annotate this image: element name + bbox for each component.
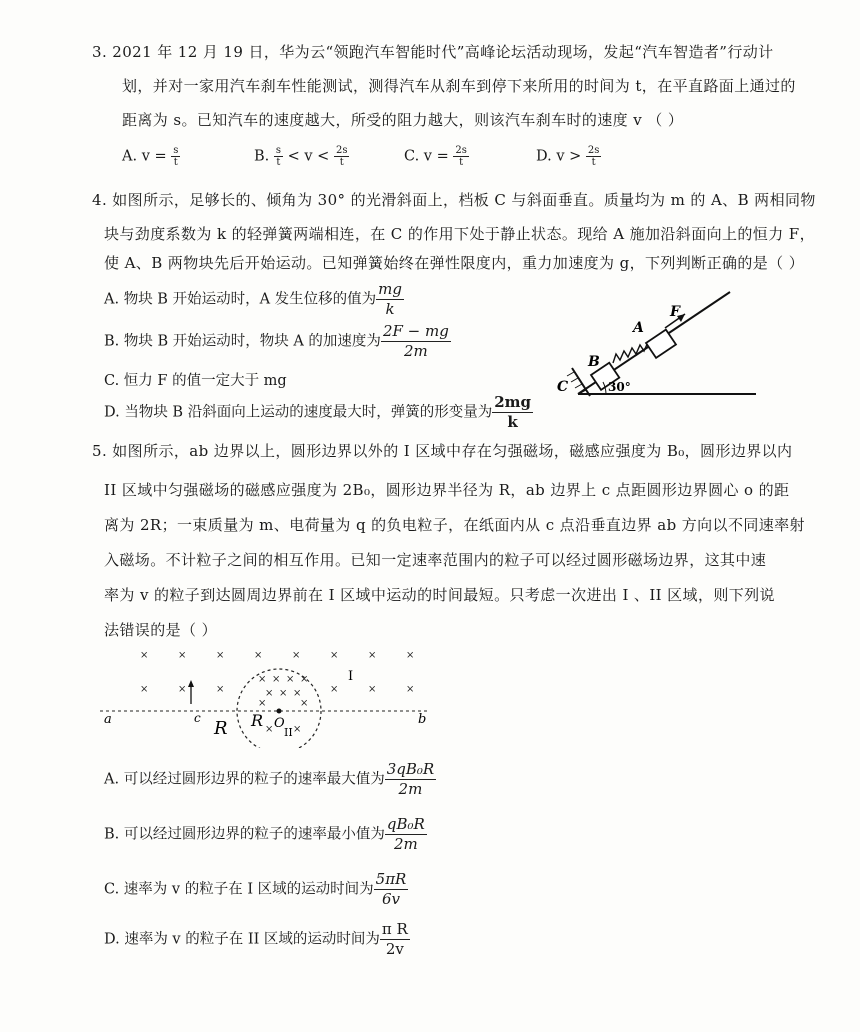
q5-option-d-text: D. 速率为 v 的粒子在 II 区域的运动时间为: [104, 931, 380, 948]
q3-option-b-fraction1: [274, 145, 283, 168]
q5-option-a-text: A. 可以经过圆形边界的粒子的速率最大值为: [104, 771, 385, 788]
cross-mark: ×: [140, 650, 149, 661]
label-c: C: [557, 379, 569, 395]
q5-option-b-text: B. 可以经过圆形边界的粒子的速率最小值为: [104, 826, 385, 843]
cross-mark: ×: [279, 688, 288, 699]
q5-text-line2: II 区域中匀强磁场的磁感应强度为 2B₀，圆形边界半径为 R，ab 边界上 c 点距圆形边界圆心 o 的距: [104, 481, 790, 499]
label-b: B: [588, 354, 600, 370]
q3-option-c-label: C. v =: [404, 148, 449, 165]
fraction-numerator: qB₀R: [386, 815, 425, 833]
q4-option-c: C. 恒力 F 的值一定大于 mg: [104, 373, 287, 389]
fraction-numerator: s: [275, 145, 282, 156]
fraction-denominator: k: [385, 300, 395, 318]
fraction-denominator: 2v: [385, 940, 404, 958]
cross-mark: ×: [293, 688, 302, 699]
cross-mark: ×: [258, 698, 267, 709]
q5-option-b-fraction: [385, 815, 427, 854]
q5-option-a-fraction: [385, 760, 436, 799]
q5-text-line4: 入磁场。不计粒子之间的相互作用。已知一定速率范围内的粒子可以经过圆形磁场边界，这其中速: [104, 551, 767, 569]
q3-option-b-label: B.: [254, 148, 270, 165]
q3-option-a-fraction: [171, 145, 180, 168]
label-a: A: [633, 320, 644, 336]
cross-mark: ×: [368, 684, 377, 695]
q4-option-a-fraction: [376, 280, 404, 319]
q5-text-line1: 5. 如图所示，ab 边界以上，圆形边界以外的 I 区域中存在匀强磁场，磁感应强度为 B₀，圆形边界以内: [92, 442, 793, 460]
cross-mark: ×: [406, 650, 415, 661]
cross-mark: ×: [300, 698, 309, 709]
cross-mark: ×: [330, 684, 339, 695]
q5-option-a: [104, 760, 436, 799]
fraction-denominator: 6v: [381, 890, 401, 908]
cross-mark: ×: [178, 684, 187, 695]
velocity-arrow-head: [188, 680, 194, 687]
cross-mark: ×: [265, 724, 274, 735]
fraction-numerator: s: [173, 145, 179, 156]
cross-mark: ×: [216, 684, 225, 695]
q3-text-line2: 划，并对一家用汽车刹车性能测试，测得汽车从刹车到停下来所用的时间为 t，在平直路面上通过的: [122, 77, 796, 95]
q3-option-b-fraction2: [334, 145, 350, 168]
fraction-numerator: π R: [381, 920, 408, 938]
cross-mark: ×: [406, 684, 415, 695]
fraction-denominator: t: [459, 157, 464, 168]
cross-mark: ×: [216, 650, 225, 661]
q5-text-line6: 法错误的是（ ）: [104, 621, 217, 639]
fraction-denominator: 2m: [398, 780, 423, 798]
q4-text-line1: 4. 如图所示，足够长的、倾角为 30° 的光滑斜面上，档板 C 与斜面垂直。质量均为 m 的 A、B 两相同物: [92, 191, 816, 209]
cross-mark: ×: [258, 674, 267, 685]
q5-option-d: [104, 920, 410, 959]
fraction-denominator: t: [339, 157, 344, 168]
label-c: c: [194, 711, 201, 725]
q5-option-b: [104, 815, 427, 854]
q3-text-line1: 3. 2021 年 12 月 19 日，华为云“领跑汽车智能时代”高峰论坛活动现场，发起“汽车智造者”行动计: [92, 43, 774, 61]
fraction-denominator: 2m: [403, 342, 428, 360]
label-region-i: I: [348, 669, 354, 684]
cross-mark: ×: [330, 650, 339, 661]
fraction-numerator: 2mg: [494, 393, 531, 411]
q5-option-c-text: C. 速率为 v 的粒子在 I 区域的运动时间为: [104, 881, 374, 898]
fraction-denominator: t: [591, 157, 596, 168]
q4-option-d-fraction: [492, 393, 533, 432]
cross-mark: ×: [265, 688, 274, 699]
cross-mark: ×: [293, 724, 302, 735]
q4-incline-figure: [550, 290, 756, 402]
block-a: [646, 330, 676, 358]
cross-mark: ×: [300, 674, 309, 685]
cross-mark: ×: [368, 650, 377, 661]
q4-text-line2: 块与劲度系数为 k 的轻弹簧两端相连，在 C 的作用下处于静止状态。现给 A 施加沿斜面向上的恒力 F，: [104, 225, 815, 243]
fraction-numerator: 5πR: [375, 870, 407, 888]
q4-text-line3: 使 A、B 两物块先后开始运动。已知弹簧始终在弹性限度内，重力加速度为 g，下列判断正确的是（ ）: [104, 254, 805, 272]
q3-option-d-label: D. v >: [536, 148, 582, 165]
cross-mark: ×: [254, 650, 263, 661]
fraction-numerator: 2s: [335, 145, 348, 156]
q5-option-c-fraction: [374, 870, 409, 909]
q5-field-figure: [100, 640, 440, 748]
q3-option-d-fraction: [586, 145, 602, 168]
fraction-denominator: t: [173, 157, 178, 168]
label-o: O: [274, 716, 285, 731]
handwritten-r-1: R: [214, 718, 228, 739]
fraction-numerator: 2F − mg: [382, 322, 449, 340]
q4-option-d: [104, 393, 533, 432]
q4-option-a: [104, 280, 404, 319]
q3-option-c-fraction: [453, 145, 469, 168]
fraction-numerator: 2s: [587, 145, 600, 156]
fraction-denominator: k: [507, 413, 518, 431]
q4-option-b-text: B. 物块 B 开始运动时，物块 A 的加速度为: [104, 333, 381, 350]
q4-option-b-fraction: [381, 322, 451, 361]
label-a: a: [104, 712, 112, 727]
q5-text-line3: 离为 2R；一束质量为 m、电荷量为 q 的负电粒子，在纸面内从 c 点沿垂直边界 ab 方向以不同速率射: [104, 516, 805, 534]
q4-option-a-text: A. 物块 B 开始运动时，A 发生位移的值为: [104, 291, 377, 308]
fraction-denominator: 2m: [393, 835, 418, 853]
q5-text-line5: 率为 v 的粒子到达圆周边界前在 I 区域中运动的时间最短。只考虑一次进出 I 、II 区域，则下列说: [104, 586, 775, 604]
q3-option-d: [536, 145, 601, 168]
q3-option-b: [254, 145, 349, 168]
cross-mark: ×: [286, 674, 295, 685]
cross-mark: ×: [140, 684, 149, 695]
q3-option-a: [122, 145, 180, 168]
cross-mark: ×: [272, 674, 281, 685]
angle-label: 30°: [608, 380, 631, 394]
q3-option-a-label: A. v =: [122, 148, 167, 165]
fraction-numerator: 3qB₀R: [386, 760, 435, 778]
cross-mark: ×: [178, 650, 187, 661]
label-b: b: [418, 712, 427, 727]
cross-mark: ×: [292, 650, 301, 661]
label-f: F: [670, 304, 680, 320]
handwritten-r-2: R: [251, 711, 264, 730]
label-region-ii: II: [284, 726, 293, 739]
q3-text-line3: 距离为 s。已知汽车的速度越大，所受的阻力越大，则该汽车刹车时的速度 v （ ）: [122, 111, 684, 129]
center-o: [277, 709, 282, 714]
q3-option-b-inequality: < v <: [287, 148, 330, 165]
q5-option-d-fraction: [380, 920, 410, 959]
q5-option-c: [104, 870, 408, 909]
fraction-numerator: mg: [378, 280, 402, 298]
fraction-denominator: t: [276, 157, 281, 168]
q3-option-c: [404, 145, 469, 168]
plate-c: [567, 368, 590, 396]
q4-option-b: [104, 322, 451, 361]
q4-option-d-text: D. 当物块 B 沿斜面向上运动的速度最大时，弹簧的形变量为: [104, 404, 493, 421]
fraction-numerator: 2s: [455, 145, 467, 156]
